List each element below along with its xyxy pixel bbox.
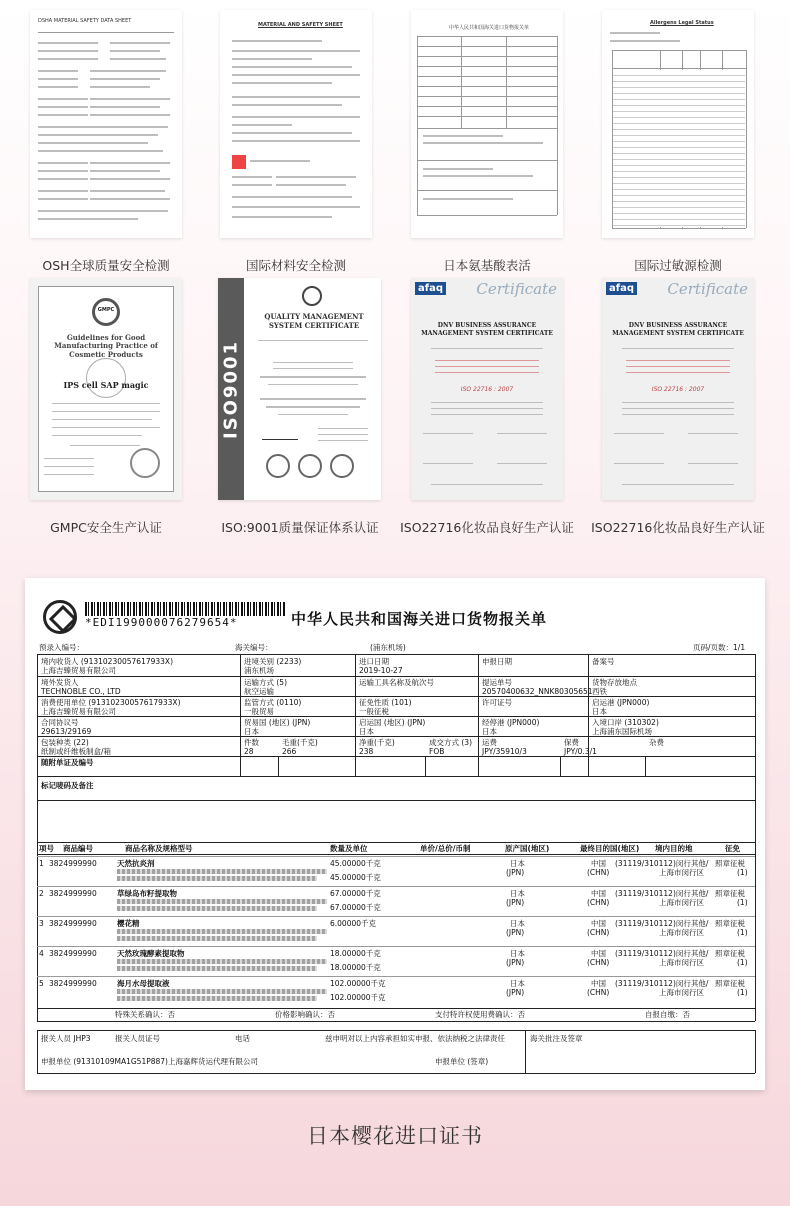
supervise-label: 监管方式 (0110) — [244, 698, 302, 707]
item-domestic: (31119/310112)闵行其他/ — [615, 919, 709, 928]
doc-title: QUALITY MANAGEMENT SYSTEM CERTIFICATE — [264, 312, 364, 331]
item-code: 3824999990 — [49, 889, 97, 898]
import-date-value: 2019-10-27 — [359, 666, 403, 675]
item-levy2: (1) — [737, 958, 748, 967]
item-dest: 中国 — [591, 889, 606, 898]
import-date-label: 进口日期 — [359, 657, 389, 666]
items-header-cell: 数量及单位 — [330, 844, 368, 853]
item-no: 2 — [39, 889, 44, 898]
item-dest-code: (CHN) — [587, 898, 610, 907]
docs-label: 随附单证及编号 — [41, 758, 94, 767]
certificate-card[interactable] — [400, 278, 574, 535]
items-header-cell: 境内目的地 — [655, 844, 693, 853]
entry-port-label: 进境关别 (2233) — [244, 657, 302, 666]
redacted-spec — [117, 906, 317, 911]
gmpc-certificate-thumbnail — [30, 278, 182, 500]
item-dest: 中国 — [591, 919, 606, 928]
item-code: 3824999990 — [49, 949, 97, 958]
freight-label: 运费 — [482, 738, 497, 747]
certificate-caption: ISO22716化妆品良好生产认证 — [400, 520, 574, 535]
iso9001-certificate-thumbnail — [218, 278, 381, 500]
origin-port-label: 启运港 (JPN000) — [592, 698, 650, 707]
items-header-cell: 商品编号 — [63, 844, 93, 853]
consignee-label: 境内收货人 (91310230057617933X) — [41, 657, 173, 666]
redacted-spec — [117, 966, 317, 971]
item-domestic2: 上海市闵行区 — [659, 988, 704, 997]
consignee-value: 上海吉臻贸易有限公司 — [41, 666, 116, 675]
price-influence: 价格影响确认：否 — [275, 1010, 335, 1019]
vehicle-label: 运输工具名称及航次号 — [359, 678, 434, 687]
iso9001-side-label: ISO9001 — [218, 278, 244, 500]
user-label: 消费使用单位 (91310230057617933X) — [41, 698, 181, 707]
customs-no-label: 海关编号： — [235, 643, 273, 652]
certificate-card[interactable] — [30, 10, 182, 273]
item-levy2: (1) — [737, 988, 748, 997]
port-note: (浦东机场) — [370, 643, 406, 652]
declare-unit: 申报单位 (91310109MA1G51P887)上海嘉辉货运代理有限公司 — [41, 1057, 258, 1066]
shipper-label: 境外发货人 — [41, 678, 79, 687]
storage-label: 货物存放地点 — [592, 678, 637, 687]
page-label: 页码/页数：1/1 — [693, 643, 746, 652]
item-levy2: (1) — [737, 868, 748, 877]
row-divider — [37, 976, 755, 977]
item-domestic2: 上海市闵行区 — [659, 868, 704, 877]
gmpc-seal-text: GMPC — [97, 307, 115, 313]
certificate-card[interactable] — [411, 10, 563, 273]
item-dest: 中国 — [591, 979, 606, 988]
doc-title: DNV BUSINESS ASSURANCE MANAGEMENT SYSTEM CERTIFICATE — [612, 322, 744, 337]
item-levy2: (1) — [737, 928, 748, 937]
legal-statement: 兹申明对以上内容承担如实申报、依法纳税之法律责任 — [325, 1034, 505, 1043]
item-levy: 照章征税 — [715, 919, 745, 928]
iso22716-certificate-thumbnail — [411, 278, 563, 500]
items-header-cell: 项号 — [39, 844, 54, 853]
certificate-card[interactable] — [591, 278, 765, 535]
bottom-caption: 日本樱花进口证书 — [307, 1124, 483, 1148]
entry-point-label: 入境口岸 (310302) — [592, 718, 659, 727]
stop-port-label: 经停港 (JPN000) — [482, 718, 540, 727]
certificate-caption: ISO:9001质量保证体系认证 — [221, 520, 379, 535]
gross-label: 毛重(千克) — [282, 738, 318, 747]
contract-value: 29613/29169 — [41, 727, 92, 736]
royalty: 支付特许权使用费确认：否 — [435, 1010, 525, 1019]
certificate-word: Certificate — [667, 280, 748, 298]
phone-label: 电话 — [235, 1034, 250, 1043]
item-dest: 中国 — [591, 859, 606, 868]
item-domestic2: 上海市闵行区 — [659, 898, 704, 907]
item-origin: 日本 — [510, 889, 525, 898]
item-name: 天然玫瑰酵素提取物 — [117, 949, 185, 958]
certificate-caption: OSH全球质量安全检测 — [42, 258, 170, 273]
items-header-cell: 最终目的国(地区) — [580, 844, 640, 853]
item-origin-code: (JPN) — [506, 928, 525, 937]
customs-emblem-icon — [43, 600, 77, 634]
certificate-caption: 国际过敏源检测 — [634, 258, 722, 273]
iso22716-certificate-thumbnail — [602, 278, 754, 500]
pieces-label: 件数 — [244, 738, 259, 747]
user-value: 上海吉臻贸易有限公司 — [41, 707, 116, 716]
record-no-label: 备案号 — [592, 657, 615, 666]
permit-label: 许可证号 — [482, 698, 512, 707]
pieces-value: 28 — [244, 747, 254, 756]
deal-value: FOB — [429, 747, 445, 756]
redacted-spec — [117, 899, 327, 904]
entry-point-value: 上海浦东国际机场 — [592, 727, 652, 736]
redacted-spec — [117, 959, 327, 964]
items-header-cell: 单价/总价/币制 — [420, 844, 471, 853]
item-origin-code: (JPN) — [506, 958, 525, 967]
self-report: 自报自缴：否 — [645, 1010, 690, 1019]
item-dest-code: (CHN) — [587, 868, 610, 877]
transport-value: 航空运输 — [244, 687, 274, 696]
trade-country-label: 贸易国 (地区) (JPN) — [244, 718, 311, 727]
item-domestic2: 上海市闵行区 — [659, 928, 704, 937]
item-name: 草绿岛布籽提取物 — [117, 889, 177, 898]
doc-title: MATERIAL AND SAFETY SHEET — [258, 22, 343, 28]
item-levy2: (1) — [737, 898, 748, 907]
item-qty1: 6.00000千克 — [330, 919, 377, 928]
customs-declaration — [25, 578, 765, 1090]
misc-label: 杂费 — [649, 738, 664, 747]
pre-entry-label: 预录入编号： — [39, 643, 84, 652]
contract-label: 合同协议号 — [41, 718, 79, 727]
item-code: 3824999990 — [49, 919, 97, 928]
iso-standard: ISO 22716 : 2007 — [651, 386, 705, 393]
certificate-caption: 国际材料安全检测 — [245, 258, 346, 273]
item-qty1: 67.00000千克 — [330, 889, 381, 898]
item-no: 4 — [39, 949, 44, 958]
item-dest: 中国 — [591, 949, 606, 958]
levy-label: 征免性质 (101) — [359, 698, 412, 707]
certificate-card[interactable] — [602, 10, 754, 273]
items-header-cell: 原产国(地区) — [505, 844, 550, 853]
item-levy: 照章征税 — [715, 889, 745, 898]
item-no: 1 — [39, 859, 44, 868]
doc-title: DNV BUSINESS ASSURANCE MANAGEMENT SYSTEM CERTIFICATE — [421, 322, 553, 337]
item-origin-code: (JPN) — [506, 988, 525, 997]
redacted-spec — [117, 869, 327, 874]
barcode — [85, 602, 285, 616]
certificate-caption: GMPC安全生产认证 — [50, 520, 162, 535]
item-qty2: 45.00000千克 — [330, 873, 381, 882]
item-domestic: (31119/310112)闵行其他/ — [615, 979, 709, 988]
item-origin: 日本 — [510, 919, 525, 928]
insurance-value: JPY/0.3/1 — [564, 747, 597, 756]
items-header-cell: 征免 — [725, 844, 740, 853]
items-header-cell: 商品名称及规格型号 — [125, 844, 193, 853]
redacted-spec — [117, 996, 317, 1001]
redacted-spec — [117, 929, 327, 934]
item-domestic: (31119/310112)闵行其他/ — [615, 949, 709, 958]
barcode-number: *EDI199000076279654* — [85, 616, 238, 629]
item-domestic: (31119/310112)闵行其他/ — [615, 889, 709, 898]
item-origin: 日本 — [510, 979, 525, 988]
item-origin: 日本 — [510, 949, 525, 958]
shipper-value: TECHNOBLE CO., LTD — [41, 687, 121, 696]
item-no: 3 — [39, 919, 44, 928]
item-domestic2: 上海市闵行区 — [659, 958, 704, 967]
item-qty2: 67.00000千克 — [330, 903, 381, 912]
item-levy: 照章征税 — [715, 859, 745, 868]
levy-value: 一般征税 — [359, 707, 389, 716]
item-qty2: 102.00000千克 — [330, 993, 386, 1002]
special-relation: 特殊关系确认：否 — [115, 1010, 175, 1019]
insurance-label: 保费 — [564, 738, 579, 747]
item-name: 海月水母提取液 — [117, 979, 170, 988]
transport-label: 运输方式 (5) — [244, 678, 288, 687]
declarant: 报关人员 JHP3 — [41, 1034, 91, 1043]
item-dest-code: (CHN) — [587, 928, 610, 937]
allergens-status-thumbnail — [602, 10, 754, 238]
item-domestic: (31119/310112)闵行其他/ — [615, 859, 709, 868]
item-code: 3824999990 — [49, 859, 97, 868]
stop-port-value: 日本 — [482, 727, 497, 736]
deal-label: 成交方式 (3) — [429, 738, 473, 747]
afaq-badge: afaq — [606, 282, 637, 295]
item-no: 5 — [39, 979, 44, 988]
depart-country-label: 启运国 (地区) (JPN) — [359, 718, 426, 727]
material-safety-sheet-thumbnail — [220, 10, 372, 238]
storage-value: 西铁 — [592, 687, 607, 696]
redacted-spec — [117, 989, 327, 994]
certificate-caption: 日本氨基酸表活 — [443, 258, 531, 273]
net-value: 238 — [359, 747, 374, 756]
customs-form-thumbnail — [411, 10, 563, 238]
doc-title: 中华人民共和国海关进口货物报关单 — [449, 25, 530, 31]
bill-value: 20570400632_NNK80305651 — [482, 687, 593, 696]
declare-date-label: 申报日期 — [482, 657, 512, 666]
iso-standard: ISO 22716 : 2007 — [460, 386, 514, 393]
trade-country-value: 日本 — [244, 727, 259, 736]
item-name: 樱花精 — [117, 919, 140, 928]
declarant-cert: 报关人员证号 — [115, 1034, 160, 1043]
certificate-card[interactable] — [218, 278, 379, 535]
freight-value: JPY/35910/3 — [482, 747, 527, 756]
marks-label: 标记唛码及备注 — [41, 781, 94, 790]
row-divider — [37, 946, 755, 947]
item-origin: 日本 — [510, 859, 525, 868]
doc-title: Allergens Legal Status — [650, 20, 714, 26]
item-levy: 照章征税 — [715, 949, 745, 958]
doc-title: Guidelines for Good Manufacturing Practice of Cosmetic Products — [54, 333, 158, 359]
item-qty2: 18.00000千克 — [330, 963, 381, 972]
msds-document-thumbnail — [30, 10, 182, 238]
seal-label: 申报单位 (签章) — [435, 1057, 489, 1066]
supervise-value: 一般贸易 — [244, 707, 274, 716]
certificate-word: Certificate — [476, 280, 557, 298]
item-code: 3824999990 — [49, 979, 97, 988]
item-qty1: 102.00000千克 — [330, 979, 386, 988]
item-name: 天然抗炎剂 — [117, 859, 155, 868]
row-divider — [37, 916, 755, 917]
depart-country-value: 日本 — [359, 727, 374, 736]
bill-label: 提运单号 — [482, 678, 512, 687]
declaration-title: 中华人民共和国海关进口货物报关单 — [291, 610, 548, 628]
item-qty1: 18.00000千克 — [330, 949, 381, 958]
doc-title: DSHA MATERIAL SAFETY DATA SHEET — [38, 18, 132, 24]
item-dest-code: (CHN) — [587, 988, 610, 997]
item-origin-code: (JPN) — [506, 898, 525, 907]
certificate-caption: ISO22716化妆品良好生产认证 — [591, 520, 765, 535]
gross-value: 266 — [282, 747, 297, 756]
certificate-card[interactable] — [220, 10, 372, 273]
company-name: IPS cell SAP magic — [63, 380, 149, 390]
afaq-badge: afaq — [415, 282, 446, 295]
item-qty1: 45.00000千克 — [330, 859, 381, 868]
package-label: 包装种类 (22) — [41, 738, 89, 747]
row-divider — [37, 886, 755, 887]
customs-note: 海关批注及签章 — [530, 1034, 583, 1043]
item-origin-code: (JPN) — [506, 868, 525, 877]
item-dest-code: (CHN) — [587, 958, 610, 967]
certificate-card[interactable] — [30, 278, 182, 535]
redacted-spec — [117, 876, 317, 881]
package-value: 纸制或纤维板制盒/箱 — [41, 747, 112, 756]
item-levy: 照章征税 — [715, 979, 745, 988]
row-divider — [37, 856, 755, 857]
redacted-spec — [117, 936, 317, 941]
entry-port-value: 浦东机场 — [244, 666, 274, 675]
origin-port-value: 日本 — [592, 707, 607, 716]
net-label: 净重(千克) — [359, 738, 395, 747]
